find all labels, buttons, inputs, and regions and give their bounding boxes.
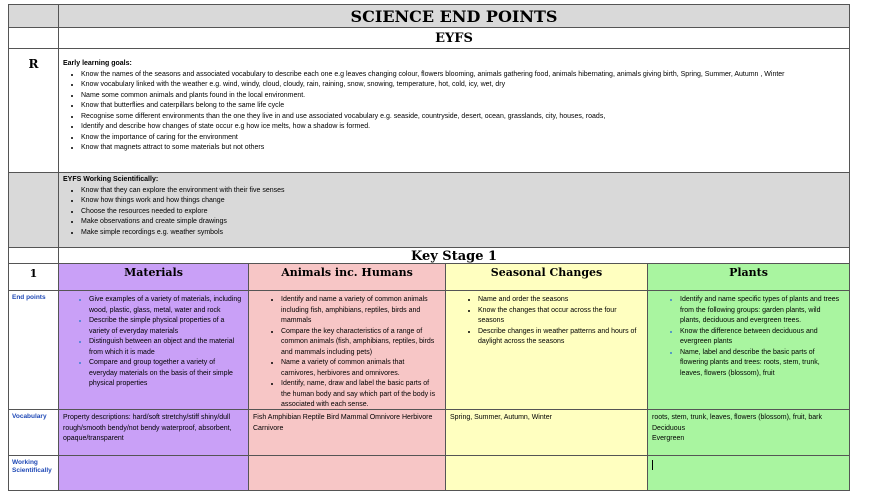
ks1-heading: Key Stage 1 <box>58 247 850 264</box>
materials-end-points <box>58 290 249 410</box>
header-plants: Plants <box>647 263 850 291</box>
plants-vocabulary <box>647 409 850 456</box>
eyfs-working-item: • Make observations and create simple drawings <box>81 217 843 228</box>
end-point-item: • Know the changes that occur across the four seasons <box>478 306 641 327</box>
end-point-item: • Identify and name a variety of common animals including fish, amphibians, reptiles, birds and mammals <box>281 295 439 327</box>
seasonal-end-points-list <box>460 295 641 348</box>
end-point-item: • Distinguish between an object and the material from which it is made <box>89 337 242 358</box>
eyfs-working-list <box>63 186 843 239</box>
early-goal-item: • Name some common animals and plants found in the local environment. <box>81 91 843 102</box>
eyfs-left-cell <box>8 27 59 49</box>
seasonal-vocabulary <box>445 409 648 456</box>
vocabulary-label-cell <box>8 409 59 456</box>
plants-vocabulary-line-3: Evergreen <box>652 435 685 442</box>
end-point-item: • Give examples of a variety of materials, including wood, plastic, glass, metal, water and rock <box>89 295 242 316</box>
early-goal-item: • Know vocabulary linked with the weather e.g. wind, windy, cloud, cloudy, rain, raining, snow, snowing, temperature, hot, cold, icy, wet, dry <box>81 80 843 91</box>
ks1-row-label-text: 1 <box>29 267 38 280</box>
working-label: Working Scientifically <box>12 459 52 474</box>
end-point-item: • Describe the simple physical properties of a variety of everyday materials <box>89 316 242 337</box>
eyfs-working-cell <box>58 172 850 248</box>
plants-end-points-list <box>662 295 843 379</box>
early-goals-list <box>63 70 843 154</box>
plants-vocabulary-line-2: Deciduous <box>652 424 686 432</box>
end-point-item: • Compare and group together a variety of everyday materials on the basis of their simple physical properties <box>89 358 242 390</box>
header-materials: Materials <box>58 263 249 291</box>
eyfs-row-label <box>8 48 59 173</box>
seasonal-vocabulary-text: Spring, Summer, Autumn, Winter <box>450 414 552 421</box>
ks1-left-cell <box>8 247 59 264</box>
early-goal-item: • Identify and describe how changes of state occur e.g how ice melts, how a shadow is formed. <box>81 122 843 133</box>
early-goal-item: • Know the importance of caring for the environment <box>81 133 843 144</box>
eyfs-working-item: • Know how things work and how things change <box>81 196 843 207</box>
early-goals-title: Early learning goals: <box>63 60 132 67</box>
early-goal-item: • Know that butterflies and caterpillars belong to the same life cycle <box>81 101 843 112</box>
eyfs-working-item: • Make simple recordings e.g. weather symbols <box>81 228 843 239</box>
plants-vocabulary-line-1: roots, stem, trunk, leaves, flowers (blossom), fruit, bark <box>652 414 822 421</box>
materials-vocabulary-text: Property descriptions: hard/soft stretchy/stiff shiny/dull rough/smooth bendy/not bendy waterproof, absorbent, opaque/transparent <box>63 414 232 442</box>
ks1-row-label <box>8 263 59 291</box>
eyfs-working-title: EYFS Working Scientifically: <box>63 176 159 183</box>
early-goal-item: • Know the names of the seasons and associated vocabulary to describe each one e.g leaves changing colour, flowers blooming, animals gathering food, animals hibernating, animals giving birth, Spring, Summer, Autumn , Winter <box>81 70 843 81</box>
end-point-item: • Know the difference between deciduous and evergreen plants <box>680 327 843 348</box>
end-point-item: • Identify and name specific types of plants and trees from the following groups: garden plants, wild plants, deciduous and evergreen trees. <box>680 295 843 327</box>
page-title: SCIENCE END POINTS <box>58 4 850 28</box>
seasonal-end-points <box>445 290 648 410</box>
end-point-item: • Compare the key characteristics of a range of common animals (fish, amphibians, reptiles, birds and mammals including pets) <box>281 327 439 359</box>
eyfs-working-item: • Know that they can explore the environment with their five senses <box>81 186 843 197</box>
title-left-cell <box>8 4 59 28</box>
end-points-label-cell <box>8 290 59 410</box>
materials-working <box>58 455 249 491</box>
end-point-item: • Name and order the seasons <box>478 295 641 306</box>
end-point-item: • Name, label and describe the basic parts of flowering plants and trees: roots, stem, trunk, leaves, flowers (blossom), fruit <box>680 348 843 380</box>
working-label-cell <box>8 455 59 491</box>
eyfs-heading: EYFS <box>58 27 850 49</box>
end-point-item: • Identify, name, draw and label the basic parts of the human body and say which part of the body is associated with each sense. <box>281 379 439 410</box>
animals-end-points-list <box>263 295 439 410</box>
eyfs-row-label-text: R <box>28 57 39 71</box>
eyfs-working-item: • Choose the resources needed to explore <box>81 207 843 218</box>
animals-vocabulary <box>248 409 446 456</box>
animals-end-points <box>248 290 446 410</box>
materials-end-points-list <box>71 295 242 390</box>
end-points-label: End points <box>12 294 46 301</box>
plants-end-points <box>647 290 850 410</box>
early-goal-item: • Know that magnets attract to some materials but not others <box>81 143 843 154</box>
animals-vocabulary-text: Fish Amphibian Reptile Bird Mammal Omnivore Herbivore Carnivore <box>253 414 433 432</box>
end-point-item: • Describe changes in weather patterns and hours of daylight across the seasons <box>478 327 641 348</box>
eyfs-working-left <box>8 172 59 248</box>
text-cursor <box>652 460 653 470</box>
eyfs-early-goals-cell <box>58 48 850 173</box>
end-point-item: • Name a variety of common animals that carnivores, herbivores and omnivores. <box>281 358 439 379</box>
seasonal-working <box>445 455 648 491</box>
materials-vocabulary <box>58 409 249 456</box>
early-goal-item: • Recognise some different environments than the one they live in and use associated vocabulary e.g. seaside, countryside, desert, ocean, grasslands, city, houses, roads, <box>81 112 843 123</box>
vocabulary-label: Vocabulary <box>12 413 47 420</box>
header-animals: Animals inc. Humans <box>248 263 446 291</box>
plants-working[interactable] <box>647 455 850 491</box>
header-seasonal: Seasonal Changes <box>445 263 648 291</box>
animals-working <box>248 455 446 491</box>
